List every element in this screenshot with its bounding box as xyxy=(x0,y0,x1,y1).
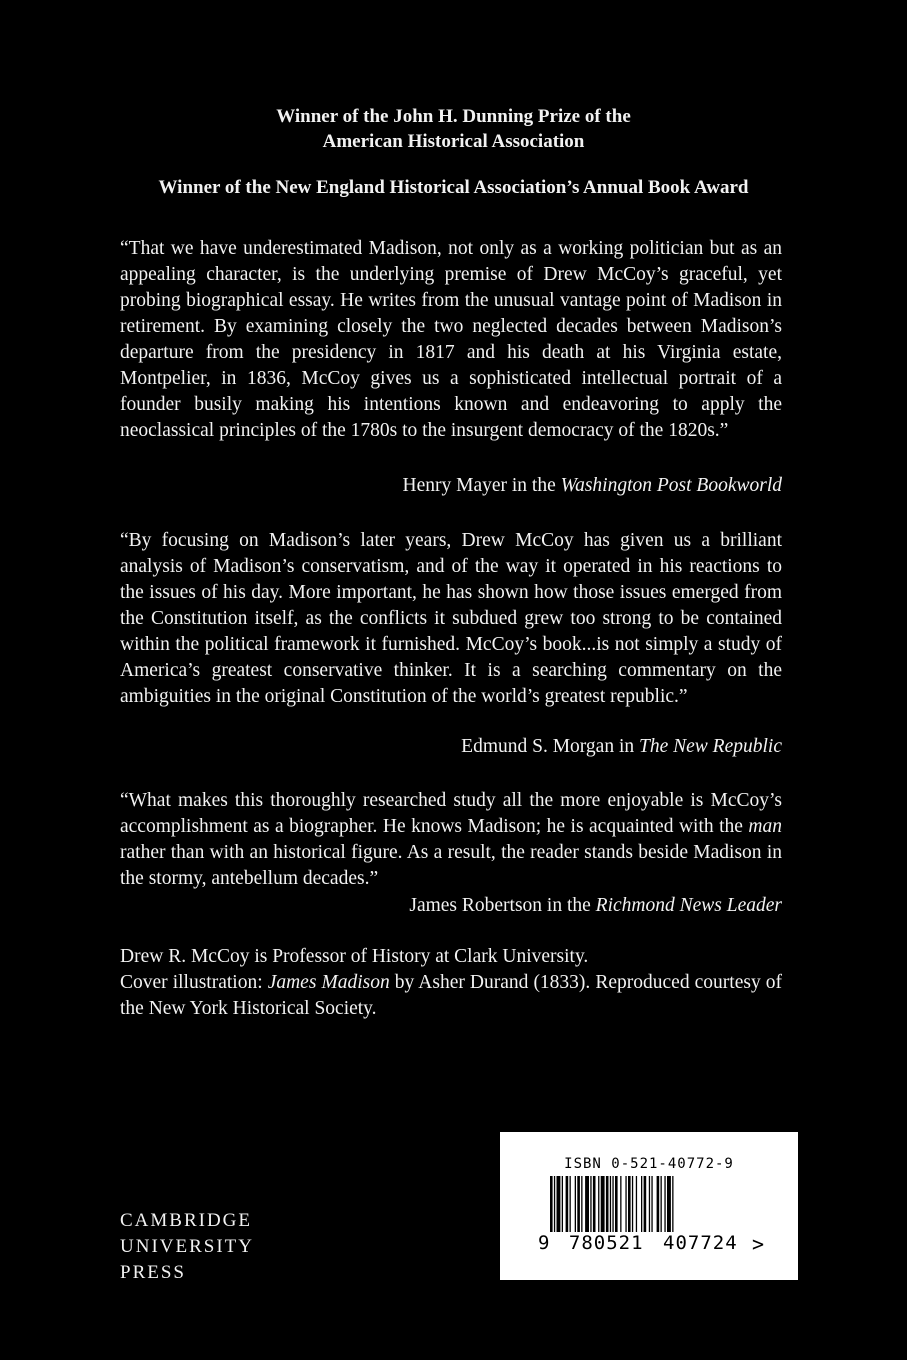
barcode-bar xyxy=(664,1176,665,1232)
barcode-bar xyxy=(641,1176,642,1232)
attribution-source: The New Republic xyxy=(639,736,782,757)
quote-emphasis: man xyxy=(748,816,782,837)
award-new-england: Winner of the New England Historical Association’s Annual Book Award xyxy=(158,177,749,198)
barcode-bar xyxy=(606,1176,609,1232)
barcode-digits-left: 780521 xyxy=(568,1232,644,1254)
barcode-bar xyxy=(615,1176,618,1232)
barcode-bar xyxy=(644,1176,647,1232)
award-line: Winner of the John H. Dunning Prize of the xyxy=(276,106,631,127)
isbn-label: ISBN 0-521-40772-9 xyxy=(564,1156,734,1172)
barcode-bar xyxy=(672,1176,673,1232)
barcode-bar xyxy=(577,1176,580,1232)
barcode-bar xyxy=(612,1176,613,1232)
about-section xyxy=(120,944,782,1022)
barcode-bar xyxy=(570,1176,571,1232)
barcode-bar xyxy=(581,1176,582,1232)
barcode-bar xyxy=(590,1176,591,1232)
barcode-bar xyxy=(550,1176,553,1232)
author-bio: Drew R. McCoy is Professor of History at Clark University. xyxy=(120,946,589,967)
barcode-bar xyxy=(566,1176,569,1232)
cover-credit xyxy=(120,970,782,1022)
award-line: American Historical Association xyxy=(322,131,585,152)
attribution-author: James Robertson in the xyxy=(409,895,591,916)
barcode-bar xyxy=(610,1176,611,1232)
barcode-bar xyxy=(593,1176,596,1232)
quote-text: “What makes this thoroughly researched study all the more enjoyable is McCoy’s accomplishment as a biographer. He knows Madison; he is acquainted with the xyxy=(120,790,782,837)
review-attribution-robertson xyxy=(120,893,782,919)
review-quote-robertson xyxy=(120,788,782,892)
barcode-bar xyxy=(632,1176,633,1232)
quote-text: rather than with an historical figure. As a result, the reader stands beside Madison in the stormy, antebellum decades.” xyxy=(120,842,782,889)
cover-credit-prefix: Cover illustration: xyxy=(120,972,268,993)
barcode-bar xyxy=(575,1176,576,1232)
attribution-source: Washington Post Bookworld xyxy=(560,475,782,496)
barcode-bar xyxy=(557,1176,561,1232)
barcode-bar xyxy=(585,1176,589,1232)
barcode-bar xyxy=(601,1176,605,1232)
review-quote-morgan: “By focusing on Madison’s later years, Drew McCoy has given us a brilliant analysis of Madison’s conservatism, and of the way it operated in his reactions to the issues of his day. More important, he has shown how those issues emerged from the Constitution itself, as the conflicts it subdued grew too strong to be contained within the political framework it furnished. McCoy’s book...is not simply a study of America’s greatest conservative thinker. It is a searching commentary on the ambiguities in the original Constitution of the world’s greatest republic.” xyxy=(120,530,782,707)
barcode-bar xyxy=(620,1176,621,1232)
award-dunning-prize xyxy=(0,104,907,154)
publisher-line: CAMBRIDGE xyxy=(120,1210,253,1231)
barcode-bar xyxy=(554,1176,555,1232)
cover-credit-title: James Madison xyxy=(267,972,390,993)
publisher-line: UNIVERSITY xyxy=(120,1236,254,1257)
barcode-digits xyxy=(538,1232,738,1254)
barcode-digit-first: 9 xyxy=(538,1232,550,1254)
cover-credit-suffix: by Asher Durand (1833). Reproduced courtesy of the New York Historical Society. xyxy=(120,972,782,1019)
barcode-bar xyxy=(649,1176,650,1232)
barcode-bar xyxy=(651,1176,652,1232)
attribution-source: Richmond News Leader xyxy=(595,895,782,916)
review-attribution-morgan xyxy=(120,734,782,760)
publisher-line: PRESS xyxy=(120,1262,186,1283)
barcode-bar xyxy=(562,1176,563,1232)
barcode-bar xyxy=(628,1176,631,1232)
barcode-bar xyxy=(636,1176,637,1232)
barcode-bar xyxy=(661,1176,662,1232)
review-attribution-mayer xyxy=(120,473,782,499)
isbn-barcode xyxy=(500,1132,798,1280)
barcode-bar xyxy=(625,1176,626,1232)
attribution-author: Edmund S. Morgan in xyxy=(461,736,635,757)
barcode-bar xyxy=(657,1176,660,1232)
review-quote-mayer: “That we have underestimated Madison, not only as a working politician but as an appealing character, is the underlying premise of Drew McCoy’s graceful, yet probing biographical essay. He writes from the unusual vantage point of Madison in retirement. By examining closely the two neglected decades between Madison’s departure from the presidency in 1817 and his death at his Virginia estate, Montpelier, in 1836, McCoy gives us a sophisticated intellectual portrait of a founder busily making his intentions known and endeavoring to apply the neoclassical principles of the 1780s to the insurgent democracy of the 1820s.” xyxy=(120,238,782,441)
barcode-bar xyxy=(598,1176,599,1232)
barcode-digits-right: 407724 xyxy=(663,1232,738,1254)
publisher-logo xyxy=(120,1208,254,1286)
attribution-author: Henry Mayer in the xyxy=(402,475,556,496)
barcode-arrow: > xyxy=(752,1232,765,1256)
barcode-bar xyxy=(667,1176,671,1232)
